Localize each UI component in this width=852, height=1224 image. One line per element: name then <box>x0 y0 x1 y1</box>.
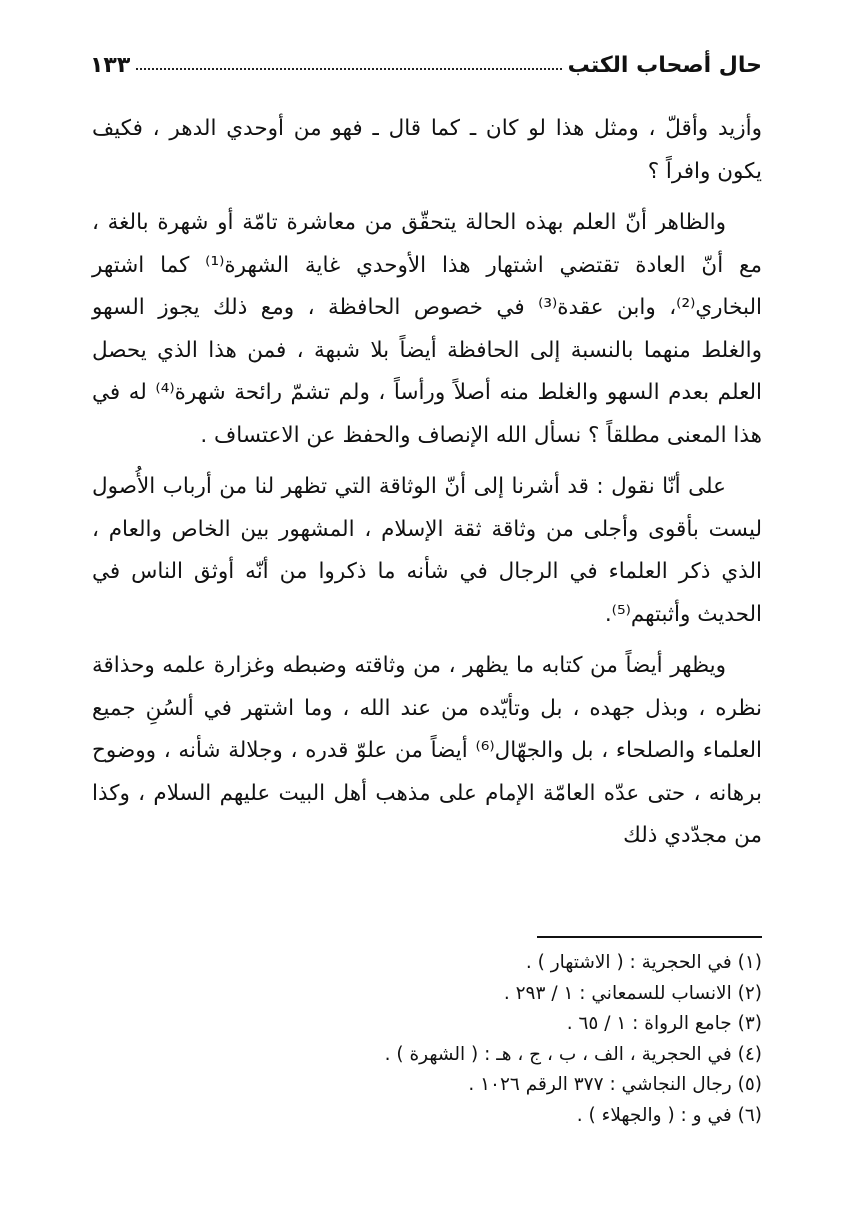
footnote-divider <box>537 936 762 938</box>
header-leader-dots <box>136 67 561 70</box>
footnote: (٥) رجال النجاشي : ٣٧٧ الرقم ١٠٢٦ . <box>468 1074 762 1095</box>
paragraph: وأزيد وأقلّ ، ومثل هذا لو كان ـ كما قال ـ فهو من أوحدي الدهر ، فكيف يكون وافراً ؟ <box>92 116 762 184</box>
running-header <box>90 38 762 78</box>
main-text <box>92 108 762 867</box>
footnotes <box>300 948 762 1131</box>
paragraph: والظاهر أنّ العلم بهذه الحالة يتحقّق من معاشرة تامّة أو شهرة بالغة ، مع أنّ العادة تقتضي اشتهار هذا الأوحدي غاية الشهرة⁽¹⁾ كما اشتهر البخاري⁽²⁾، وابن عقدة⁽³⁾ في خصوص الحافظة ، ومع ذلك يجوز السهو والغلط منهما بالنسبة إلى الحافظة أيضاً بلا شبهة ، فمن هذا الذي يحصل العلم بعدم السهو والغلط منه أصلاً ورأساً ، ولم تشمّ رائحة شهرة⁽⁴⁾ له في هذا المعنى مطلقاً ؟ نسأل الله الإنصاف والحفظ عن الاعتساف . <box>92 210 762 448</box>
footnote: (٤) في الحجرية ، الف ، ب ، ج ، هـ : ( الشهرة ) . <box>384 1043 762 1065</box>
paragraph: ويظهر أيضاً من كتابه ما يظهر ، من وثاقته وضبطه وغزارة علمه وحذاقة نظره ، وبذل جهده ، بل وتأيّده من عند الله ، وما اشتهر في ألسُنِ جميع العلماء والصلحاء ، بل والجهّال⁽⁶⁾ أيضاً من علوّ قدره ، وجلالة شأنه ، ووضوح برهانه ، حتى عدّه العامّة الإمام على مذهب أهل البيت عليهم السلام ، وكذا من مجدّدي ذلك <box>92 653 762 848</box>
footnote: (٦) في و : ( والجهلاء ) . <box>576 1104 762 1126</box>
footnote: (٢) الانساب للسمعاني : ١ / ٢٩٣ . <box>503 982 762 1004</box>
footnote: (١) في الحجرية : ( الاشتهار ) . <box>525 952 762 973</box>
paragraph: على أنّا نقول : قد أشرنا إلى أنّ الوثاقة التي تظهر لنا من أرباب الأُصول ليست بأقوى وأجلى من وثاقة ثقة الإسلام ، المشهور بين الخاص والعام ، الذي ذكر العلماء في الرجال في شأنه ما ذكروا من أنّه أوثق الناس في الحديث وأثبتهم⁽⁵⁾. <box>92 474 762 627</box>
page-number: ١٣٣ <box>90 53 131 78</box>
running-title: حال أصحاب الكتب <box>567 53 762 78</box>
footnote: (٣) جامع الرواة : ١ / ٦٥ . <box>566 1013 762 1034</box>
